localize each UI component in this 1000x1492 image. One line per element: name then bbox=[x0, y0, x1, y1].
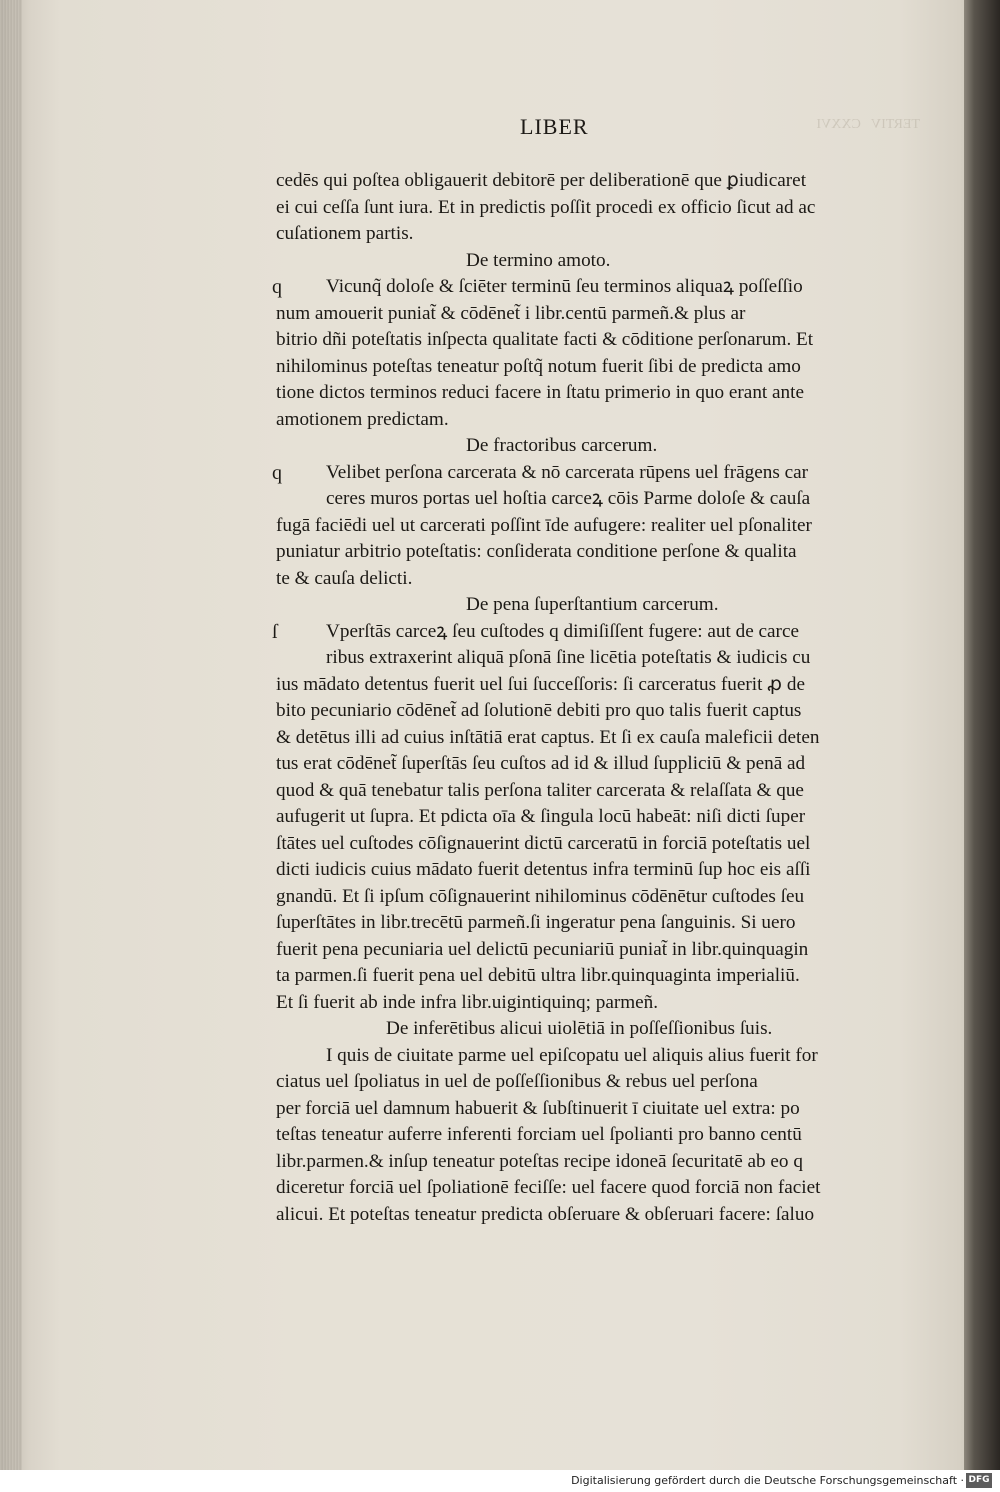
text-line: quod & quā tenebatur talis perſona taliter carcerata & relaſſata & que bbox=[276, 779, 804, 801]
text-line bbox=[272, 274, 888, 301]
text-line: libr.parmen.& inſup teneatur poteſtas recipe idoneā ſecuritatē ab eo q bbox=[276, 1150, 803, 1172]
text-line: alicui. Et poteſtas teneatur predicta obſeruare & obſeruari facere: ſaluo bbox=[276, 1203, 815, 1225]
text-line: ſtātes uel cuſtodes cōſignauerint dictū carceratū in forciā poteſtatis uel bbox=[276, 832, 811, 854]
text-line: ſuperſtātes in libr.trecētū parmeñ.ſi ingeratur pena ſanguinis. Si uero bbox=[276, 912, 796, 933]
show-through-text: TERTIV CXXVI bbox=[816, 117, 920, 132]
text-line: ciatus uel ſpoliatus in uel de poſſeſſionibus & rebus uel perſona bbox=[276, 1071, 758, 1092]
text-line: ribus extraxerint aliquā pſonā ſine licētia poteſtatis & iudicis cu bbox=[326, 647, 811, 668]
text-line: dicti iudicis cuius mādato fuerit detentus infra terminū ſup hoc eis aſſi bbox=[276, 859, 811, 880]
text-line: ta parmen.ſi fuerit pena uel debitū ultra libr.quinquaginta imperialiū. bbox=[276, 965, 800, 986]
dfg-logo: DFG bbox=[966, 1473, 992, 1488]
running-head: LIBER bbox=[520, 114, 589, 139]
text-line: Et ſi fuerit ab inde infra libr.uigintiquinq; parmeñ. bbox=[276, 991, 659, 1013]
text-line: fuerit pena pecuniaria uel delictū pecuniariū puniat̃ in libr.quinquagin bbox=[276, 938, 809, 960]
text-line bbox=[272, 460, 888, 487]
text-line: ei cui ceſſa ſunt iura. Et in predictis poſſit procedi ex officio ſicut ad ac bbox=[276, 196, 816, 218]
section-title: De fractoribus carcerum. bbox=[466, 435, 658, 456]
funding-credit: Digitalisierung gefördert durch die Deutsche Forschungsgemeinschaft · bbox=[571, 1474, 964, 1487]
text-line: te & cauſa delicti. bbox=[276, 567, 413, 589]
text-line: diceretur forciā uel ſpoliationē feciſſe: uel facere quod forciā non faciet bbox=[276, 1177, 821, 1198]
text-line: cuſationem partis. bbox=[276, 223, 414, 244]
text-line: fugā faciēdi uel ut carcerati poſſint īde aufugere: realiter uel pſonaliter bbox=[276, 514, 812, 536]
section-title: De inferētibus alicui uiolētiā in poſſeſſionibus ſuis. bbox=[386, 1018, 773, 1039]
text-line: puniatur arbitrio poteſtatis: conſiderata conditione perſone & qualita bbox=[276, 541, 797, 562]
text-block bbox=[272, 168, 888, 1228]
text-line: cedēs qui poſtea obligauerit debitorē per deliberationē que ꝑiudicaret bbox=[276, 170, 807, 191]
section-title: De termino amoto. bbox=[466, 249, 611, 271]
text-line: tus erat cōdēnet̃ ſuperſtās ſeu cuſtos ad id & illud ſuppliciū & penā ad bbox=[276, 753, 806, 774]
text-line: per forciā uel damnum habuerit & ſubſtinuerit ī ciuitate uel extra: po bbox=[276, 1097, 800, 1119]
text-line: bito pecuniario cōdēnet̃ ad ſolutionē debiti pro quo talis fuerit captus bbox=[276, 700, 802, 721]
text-line: ius mādato detentus fuerit uel ſui ſucceſſoris: ſi carceratus fuerit ꝓ de bbox=[276, 673, 806, 695]
guide-letter: q bbox=[272, 276, 282, 298]
guide-letter: q bbox=[272, 461, 282, 484]
section-first-line: Vicunq̃ doloſe & ſciēter terminū ſeu terminos aliquaꝝ poſſeſſio bbox=[326, 276, 803, 297]
text-line: aufugerit ut ſupra. Et pdicta oīa & ſingula locū habeāt: niſi dicti ſuper bbox=[276, 806, 806, 827]
text-line: bitrio dñi poteſtatis inſpecta qualitate facti & cōditione perſonarum. Et bbox=[276, 329, 814, 350]
text-line: & detētus illi ad cuius inſtātiā erat captus. Et ſi ex cauſa maleficii deten bbox=[276, 726, 820, 748]
footer-bar bbox=[0, 1470, 1000, 1492]
guide-letter: ſ bbox=[272, 620, 278, 643]
gutter-shadow bbox=[964, 0, 1000, 1470]
section-first-line: Velibet perſona carcerata & nō carcerata rūpens uel frāgens car bbox=[326, 461, 809, 483]
text-line bbox=[272, 619, 888, 646]
text-line: ceres muros portas uel hoſtia carceꝝ cōis Parme doloſe & cauſa bbox=[326, 488, 811, 509]
text-line: num amouerit puniat̃ & cōdēnet̃ i libr.centū parmeñ.& plus ar bbox=[276, 302, 746, 324]
section-title: De pena ſuperſtantium carcerum. bbox=[466, 594, 719, 615]
text-line: tione dictos terminos reduci facere in ſtatu primerio in quo erant ante bbox=[276, 382, 805, 403]
text-line: nihilominus poteſtas teneatur poſtq̃ notum fuerit ſibi de predicta amo bbox=[276, 355, 801, 377]
text-line: I quis de ciuitate parme uel epiſcopatu uel aliquis alius fuerit for bbox=[326, 1044, 818, 1066]
page-edges bbox=[0, 0, 22, 1470]
section-first-line: Vperſtās carceꝝ ſeu cuſtodes q dimiſiſſent fugere: aut de carce bbox=[326, 620, 799, 642]
text-line: amotionem predictam. bbox=[276, 408, 449, 430]
text-line: gnandū. Et ſi ipſum cōſignauerint nihilominus cōdēnētur cuſtodes ſeu bbox=[276, 885, 805, 907]
text-line: teſtas teneatur auferre inferenti forciam uel ſpolianti pro banno centū bbox=[276, 1124, 802, 1145]
